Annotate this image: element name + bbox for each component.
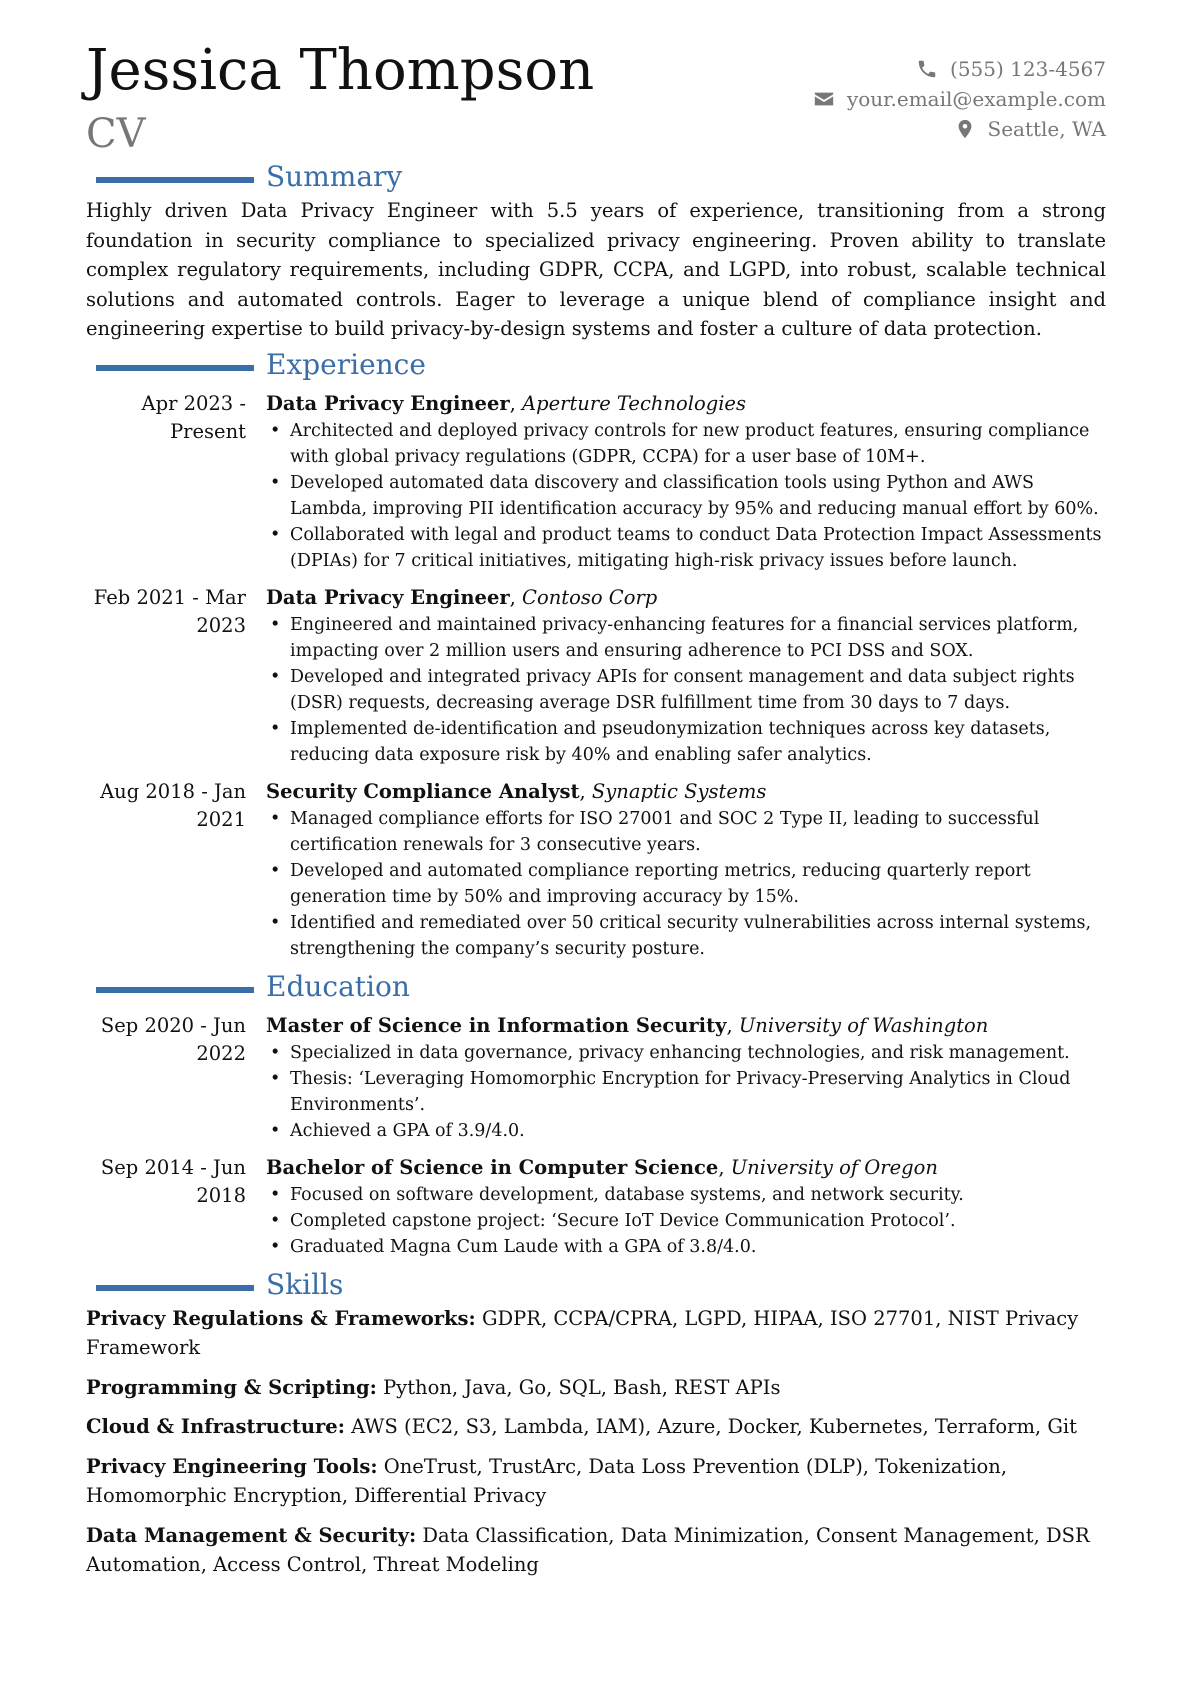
entry-bullets — [266, 418, 1106, 574]
cv-page — [86, 40, 1106, 1590]
list-item: • Thesis: ‘Leveraging Homomorphic Encryption for Privacy-Preserving Analytics in Cloud Environments’. — [266, 1066, 1106, 1118]
skill-category: Programming & Scripting: — [86, 1375, 377, 1399]
summary-text: Highly driven Data Privacy Engineer with 5.5 years of experience, transitioning from a strong foundation in security compliance to specialized privacy engineering. Proven ability to translate complex regulatory requirements, including GDPR, CCPA, and LGPD, into robust, scalable technical solutions and automated controls. Eager to leverage a unique blend of compliance insight and engineering expertise to build privacy-by-design systems and foster a culture of data protection. — [86, 199, 1106, 340]
skill-line — [86, 1412, 1106, 1442]
list-item: • Focused on software development, database systems, and network security. — [266, 1182, 1106, 1208]
map-pin-icon — [954, 118, 976, 140]
list-item: • Developed and automated compliance reporting metrics, reducing quarterly report generation time by 50% and improving accuracy by 15%. — [266, 858, 1106, 910]
list-item: • Implemented de-identification and pseudonymization techniques across key datasets, reducing data exposure risk by 40% and enabling safer analytics. — [266, 716, 1106, 768]
entry-org: Synaptic Systems — [591, 779, 767, 803]
skill-line — [86, 1304, 1106, 1363]
entry-bullets — [266, 1182, 1106, 1260]
phone-icon — [916, 58, 938, 80]
skill-items: Python, Java, Go, SQL, Bash, REST APIs — [383, 1375, 781, 1399]
entry-title: Master of Science in Information Security, University of Washington — [266, 1013, 989, 1037]
cv-header — [86, 40, 1106, 160]
candidate-name: Jessica Thompson — [86, 38, 595, 103]
entry-degree: Master of Science in Information Security — [266, 1013, 727, 1037]
education-entry — [86, 1154, 1106, 1260]
section-title: Skills — [266, 1267, 344, 1301]
experience-entry — [86, 584, 1106, 768]
experience-entry — [86, 778, 1106, 962]
list-item: • Achieved a GPA of 3.9/4.0. — [266, 1118, 1106, 1144]
skill-category: Privacy Engineering Tools: — [86, 1454, 378, 1478]
location-text: Seattle, WA — [987, 117, 1106, 141]
entry-role: Data Privacy Engineer — [266, 391, 510, 415]
entry-date: Sep 2014 - Jun 2018 — [100, 1155, 246, 1207]
list-item: • Engineered and maintained privacy-enhancing features for a financial services platform, impacting over 2 million users and ensuring adherence to PCI DSS and SOX. — [266, 612, 1106, 664]
email-text[interactable]: your.email@example.com — [846, 87, 1106, 111]
entry-bullets — [266, 612, 1106, 768]
list-item: • Specialized in data governance, privacy enhancing technologies, and risk management. — [266, 1040, 1106, 1066]
entry-date: Aug 2018 - Jan 2021 — [100, 779, 246, 831]
skill-items: GDPR, CCPA/CPRA, LGPD, HIPAA, ISO 27701, NIST Privacy Framework — [86, 1306, 1079, 1359]
skill-line — [86, 1452, 1106, 1511]
list-item: • Graduated Magna Cum Laude with a GPA of 3.8/4.0. — [266, 1234, 1106, 1260]
section-accent-bar — [96, 365, 254, 371]
list-item: • Completed capstone project: ‘Secure IoT Device Communication Protocol’. — [266, 1208, 1106, 1234]
entry-date: Feb 2021 - Mar 2023 — [93, 585, 246, 637]
list-item: • Identified and remediated over 50 critical security vulnerabilities across internal systems, strengthening the company’s security posture. — [266, 910, 1106, 962]
section-accent-bar — [96, 1285, 254, 1291]
section-title: Summary — [266, 160, 403, 193]
entry-date: Apr 2023 - Present — [141, 391, 246, 443]
list-item: • Managed compliance efforts for ISO 27001 and SOC 2 Type II, leading to successful certification renewals for 3 consecutive years. — [266, 806, 1106, 858]
skill-category: Privacy Regulations & Frameworks: — [86, 1306, 476, 1330]
contact-info — [813, 54, 1106, 144]
entry-school: University of Oregon — [730, 1155, 938, 1179]
section-title: Education — [266, 969, 410, 1003]
list-item: • Developed and integrated privacy APIs for consent management and data subject rights (DSR) requests, decreasing average DSR fulfillment time from 30 days to 7 days. — [266, 664, 1106, 716]
skill-items: AWS (EC2, S3, Lambda, IAM), Azure, Docker, Kubernetes, Terraform, Git — [351, 1415, 1077, 1438]
document-subtitle: CV — [86, 111, 146, 157]
envelope-icon — [813, 88, 835, 110]
skill-items: OneTrust, TrustArc, Data Loss Prevention (DLP), Tokenization, Homomorphic Encryption, Differential Privacy — [86, 1454, 1008, 1507]
skills-section-heading — [86, 1267, 1106, 1304]
entry-bullets — [266, 806, 1106, 962]
contact-phone — [813, 54, 1106, 84]
entry-title: Data Privacy Engineer, Contoso Corp — [266, 585, 658, 609]
entry-org: Contoso Corp — [522, 585, 658, 609]
experience-section-heading — [86, 347, 1106, 384]
skill-items: Data Classification, Data Minimization, Consent Management, DSR Automation, Access Control, Threat Modeling — [86, 1523, 1090, 1576]
phone-text[interactable]: (555) 123-4567 — [950, 57, 1106, 81]
experience-entry — [86, 390, 1106, 574]
skill-line — [86, 1373, 1106, 1403]
entry-bullets — [266, 1040, 1106, 1144]
entry-degree: Bachelor of Science in Computer Science — [266, 1155, 719, 1179]
section-accent-bar — [96, 177, 254, 183]
section-accent-bar — [96, 987, 254, 993]
list-item: • Collaborated with legal and product teams to conduct Data Protection Impact Assessments (DPIAs) for 7 critical initiatives, mitigating high-risk privacy issues before launch. — [266, 522, 1106, 574]
entry-role: Data Privacy Engineer — [266, 585, 510, 609]
skill-category: Cloud & Infrastructure: — [86, 1415, 345, 1438]
summary-section-heading — [86, 162, 1106, 196]
entry-title: Data Privacy Engineer, Aperture Technologies — [266, 391, 746, 415]
list-item: • Developed automated data discovery and classification tools using Python and AWS Lambda, improving PII identification accuracy by 95% and reducing manual effort by 60%. — [266, 470, 1106, 522]
entry-org: Aperture Technologies — [522, 391, 746, 415]
contact-location — [813, 114, 1106, 144]
section-title: Experience — [266, 347, 426, 381]
entry-school: University of Washington — [738, 1013, 989, 1037]
list-item: • Architected and deployed privacy controls for new product features, ensuring compliance with global privacy regulations (GDPR, CCPA) for a user base of 10M+. — [266, 418, 1106, 470]
entry-date: Sep 2020 - Jun 2022 — [100, 1013, 246, 1065]
contact-email — [813, 84, 1106, 114]
entry-role: Security Compliance Analyst — [266, 779, 580, 803]
skill-category: Data Management & Security: — [86, 1523, 417, 1547]
skill-line — [86, 1521, 1106, 1580]
education-entry — [86, 1012, 1106, 1144]
entry-title: Bachelor of Science in Computer Science, University of Oregon — [266, 1155, 938, 1179]
education-section-heading — [86, 969, 1106, 1006]
entry-title: Security Compliance Analyst, Synaptic Systems — [266, 779, 767, 803]
